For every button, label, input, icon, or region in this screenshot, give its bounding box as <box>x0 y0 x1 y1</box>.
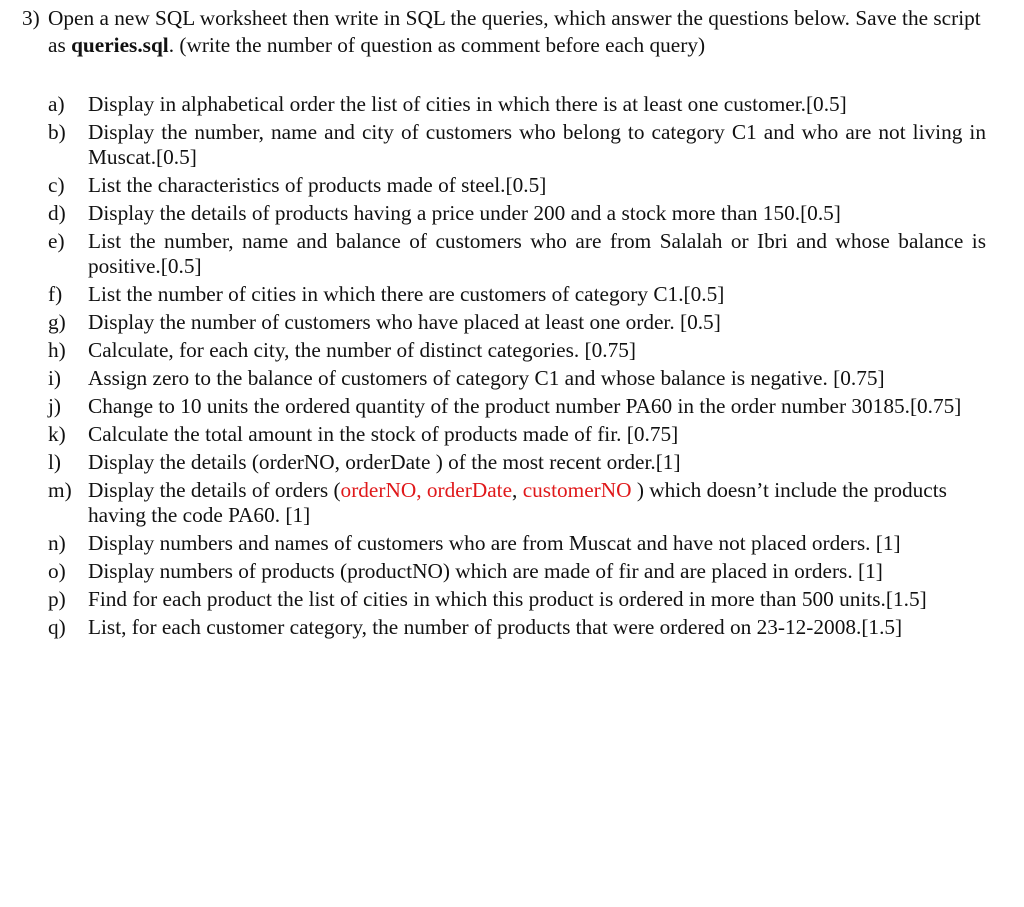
item-text: Display numbers of products (productNO) which are made of fir and are placed in orders. [1] <box>88 559 883 583</box>
highlighted-field-customerno: customerNO <box>522 478 632 502</box>
highlighted-fields: orderNO, orderDate <box>340 478 513 502</box>
item-letter: f) <box>48 282 63 306</box>
item-text: Calculate, for each city, the number of distinct categories. [0.75] <box>88 338 636 362</box>
item-text: Display the number, name and city of customers who belong to category C1 and who are not living in Muscat.[0.5] <box>88 120 986 169</box>
item-letter: p) <box>48 587 66 611</box>
item-text-part: Display the details of orders ( <box>88 478 341 502</box>
item-letter: n) <box>48 531 66 555</box>
query-item-m <box>0 478 1024 528</box>
query-item-i <box>0 366 1024 391</box>
query-item-g <box>0 310 1024 335</box>
item-text: List the number of cities in which there are customers of category C1.[0.5] <box>88 282 725 306</box>
query-item-j <box>0 394 1024 419</box>
item-letter: c) <box>48 173 65 197</box>
item-letter: k) <box>48 422 66 446</box>
query-item-n <box>0 531 1024 556</box>
item-letter: b) <box>48 120 66 144</box>
question-intro <box>22 5 988 59</box>
query-item-c <box>0 173 1024 198</box>
item-text: Find for each product the list of cities in which this product is ordered in more than 500 units.[1.5] <box>88 587 927 611</box>
query-item-q <box>0 615 1024 640</box>
item-text: Display in alphabetical order the list of cities in which there is at least one customer.[0.5] <box>88 92 847 116</box>
item-letter: e) <box>48 229 65 253</box>
script-filename: queries.sql <box>71 33 169 57</box>
query-item-o <box>0 559 1024 584</box>
item-text: Display numbers and names of customers who are from Muscat and have not placed orders. [1] <box>88 531 901 555</box>
item-letter: q) <box>48 615 66 639</box>
query-item-k <box>0 422 1024 447</box>
query-item-h <box>0 338 1024 363</box>
item-text-part: , <box>512 478 523 502</box>
item-letter: g) <box>48 310 66 334</box>
query-item-b <box>0 120 1024 170</box>
query-item-l <box>0 450 1024 475</box>
item-letter: d) <box>48 201 66 225</box>
item-text: Display the details of products having a price under 200 and a stock more than 150.[0.5] <box>88 201 841 225</box>
item-text: Display the details (orderNO, orderDate ) of the most recent order.[1] <box>88 450 681 474</box>
question-number: 3) <box>22 6 40 30</box>
query-item-p <box>0 587 1024 612</box>
item-text: List, for each customer category, the number of products that were ordered on 23-12-2008.[1.5] <box>88 615 903 639</box>
item-text <box>88 478 986 528</box>
item-letter: a) <box>48 92 65 116</box>
item-text: Display the number of customers who have placed at least one order. [0.5] <box>88 310 721 334</box>
query-item-d <box>0 201 1024 226</box>
item-text: Calculate the total amount in the stock of products made of fir. [0.75] <box>88 422 679 446</box>
item-text: Change to 10 units the ordered quantity of the product number PA60 in the order number 30185.[0.75] <box>88 394 962 418</box>
item-letter: j) <box>48 394 62 418</box>
question-text-after: . (write the number of question as comment before each query) <box>168 33 706 57</box>
query-list <box>0 92 1024 643</box>
item-text: List the number, name and balance of customers who are from Salalah or Ibri and whose balance is positive.[0.5] <box>88 229 986 278</box>
item-letter: i) <box>48 366 62 390</box>
query-item-a <box>0 92 1024 117</box>
item-text: Assign zero to the balance of customers of category C1 and whose balance is negative. [0.75] <box>88 366 885 390</box>
item-text-part: ) which doesn’t include the products having the code PA60. [1] <box>88 478 947 527</box>
item-letter: m) <box>48 478 72 502</box>
question-text <box>48 5 988 59</box>
question-text-before: Open a new SQL worksheet then write in SQL the queries, which answer the questions below. Save the script as <box>48 6 981 57</box>
query-item-f <box>0 282 1024 307</box>
item-letter: l) <box>48 450 62 474</box>
item-letter: o) <box>48 559 66 583</box>
query-item-e <box>0 229 1024 279</box>
item-letter: h) <box>48 338 66 362</box>
item-text: List the characteristics of products made of steel.[0.5] <box>88 173 547 197</box>
